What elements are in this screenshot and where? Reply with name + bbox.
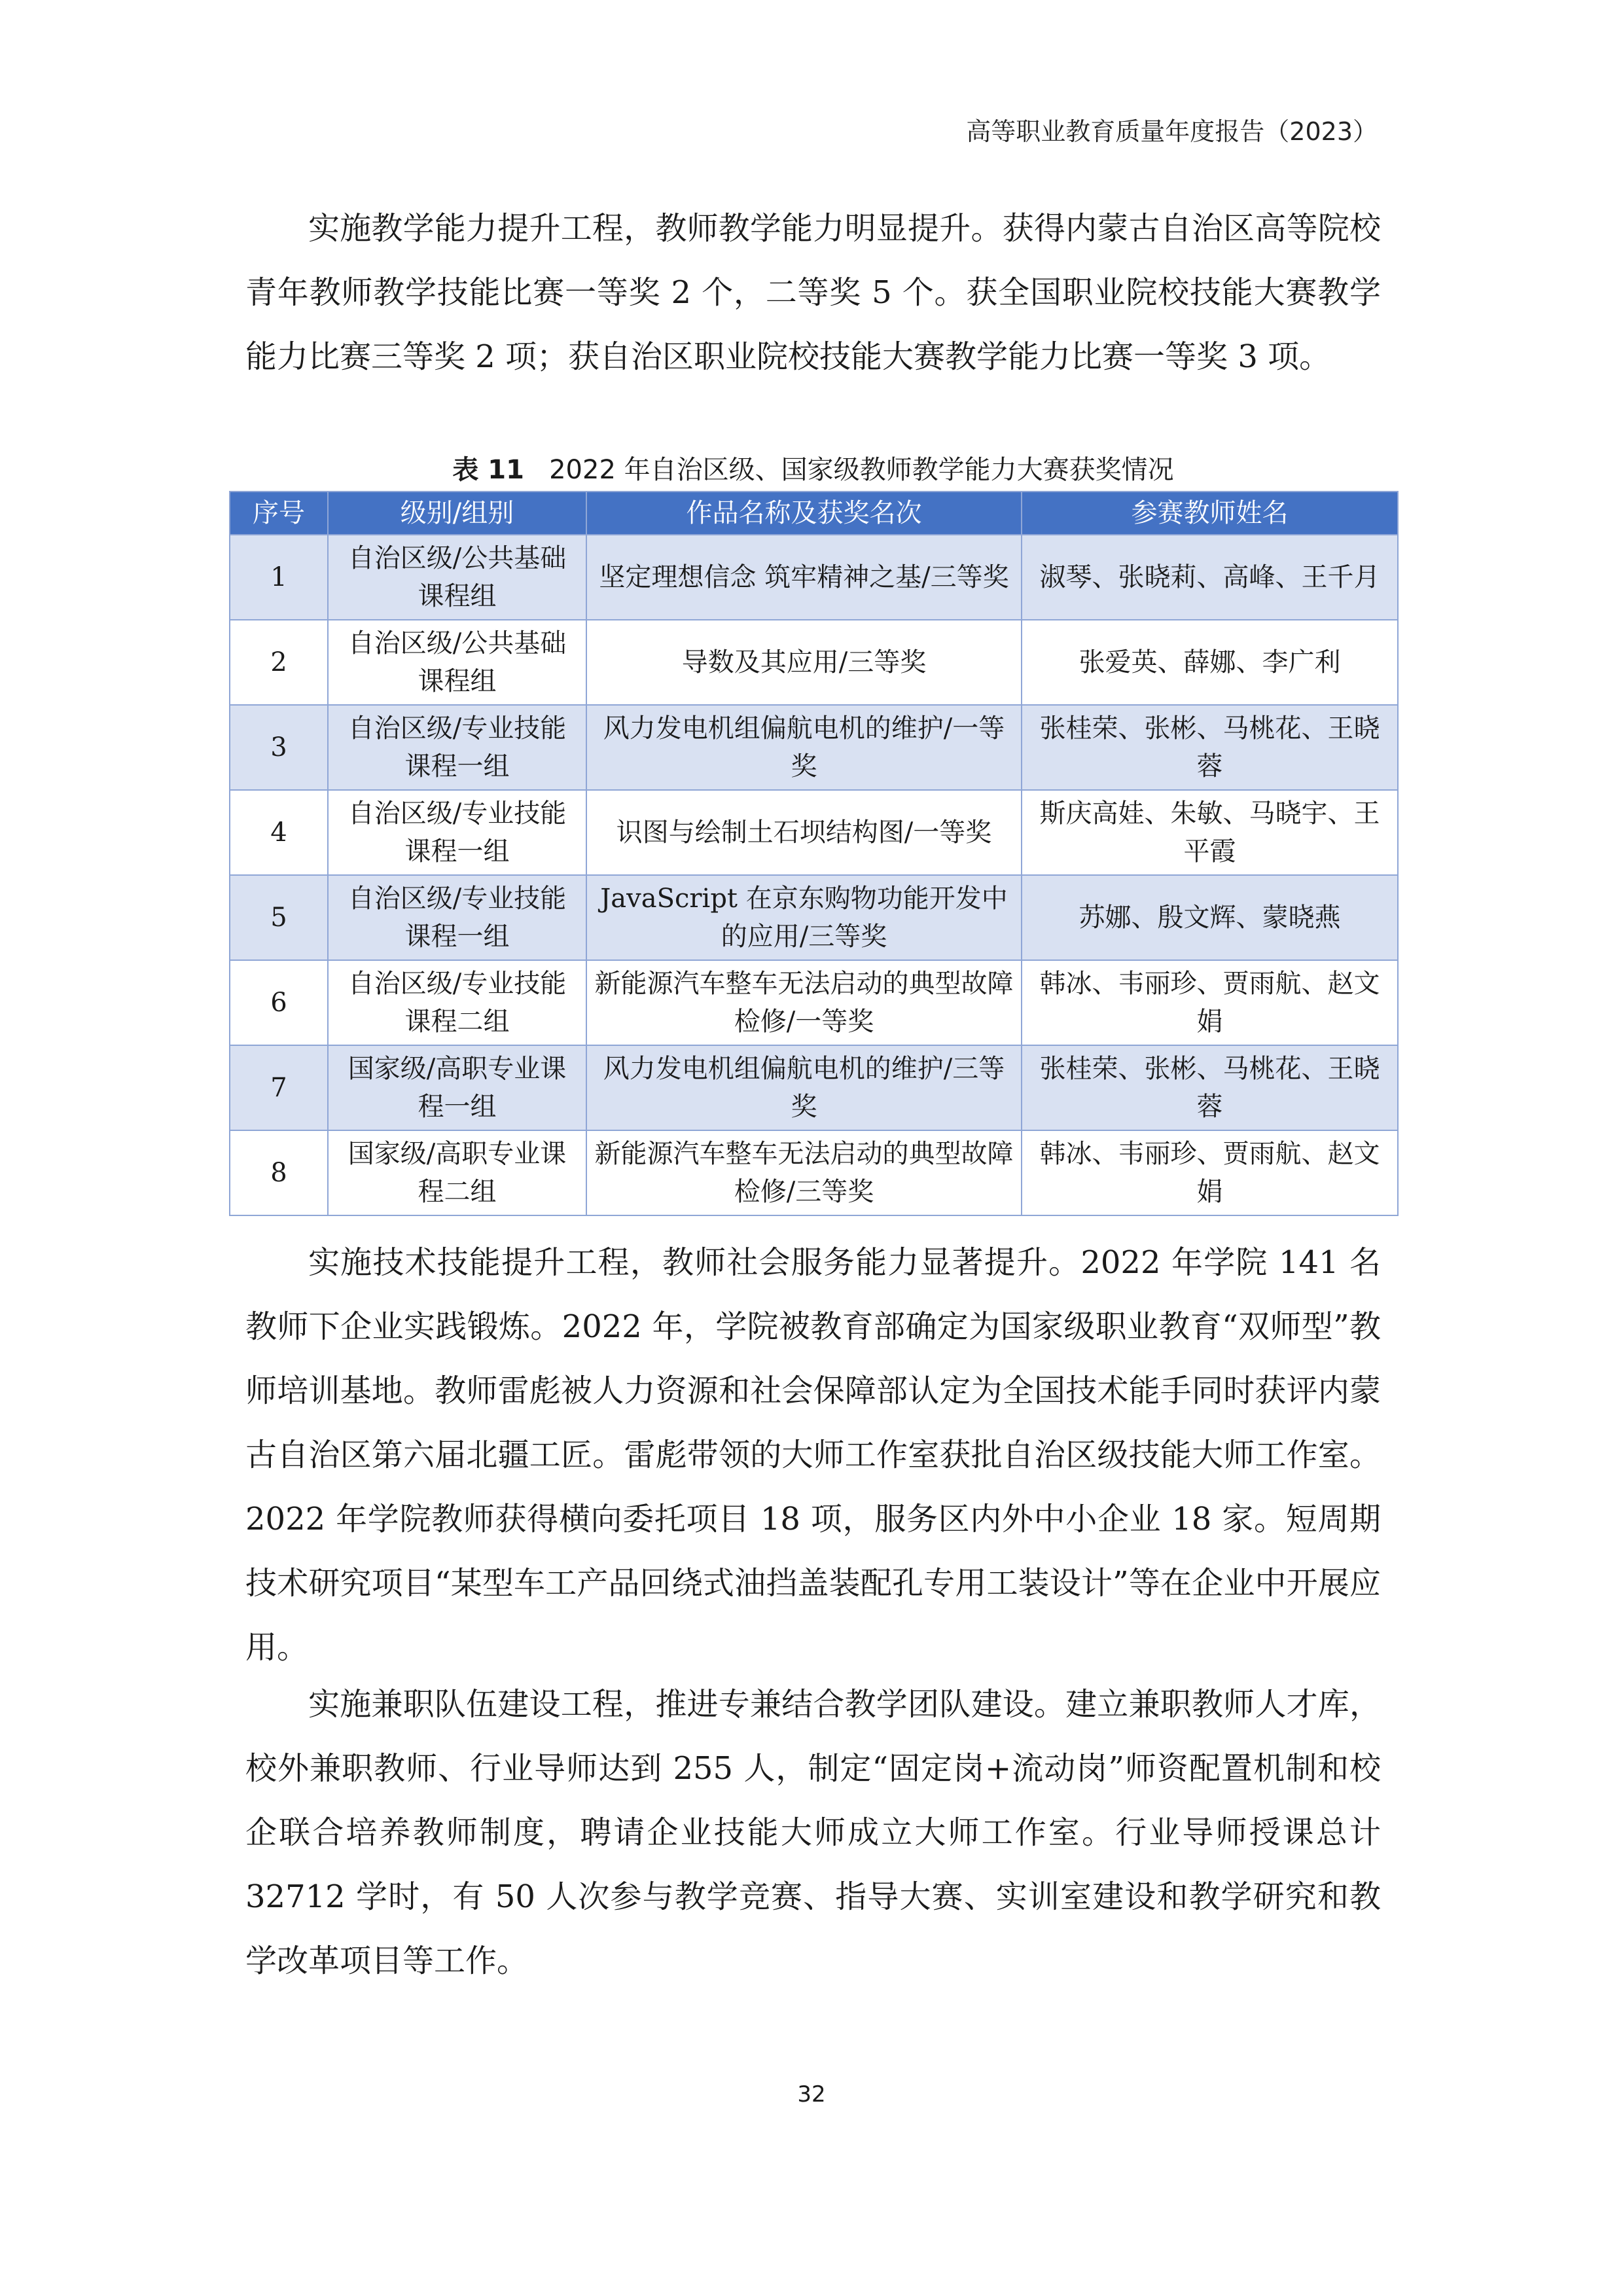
cell-work: 新能源汽车整车无法启动的典型故障检修/三等奖 [586, 1130, 1022, 1215]
table-row [230, 790, 1398, 875]
cell-level: 国家级/高职专业课程二组 [328, 1130, 586, 1215]
cell-level: 自治区级/专业技能课程一组 [328, 790, 586, 875]
paragraph-teaching-ability: 实施教学能力提升工程，教师教学能力明显提升。获得内蒙古自治区高等院校青年教师教学技能比赛一等奖 2 个，二等奖 5 个。获全国职业院校技能大赛教学能力比赛三等奖 2 项；获自治区职业院校技能大赛教学能力比赛一等奖 3 项。 [245, 210, 1381, 375]
table-caption-label: 表 11 [452, 455, 524, 485]
cell-level: 国家级/高职专业课程一组 [328, 1045, 586, 1130]
cell-teachers: 张爱英、薛娜、李广利 [1022, 620, 1398, 705]
column-header-index: 序号 [230, 492, 328, 535]
column-header-work: 作品名称及获奖名次 [586, 492, 1022, 535]
table-row [230, 620, 1398, 705]
cell-work: 坚定理想信念 筑牢精神之基/三等奖 [586, 535, 1022, 620]
table-row [230, 705, 1398, 790]
table-row [230, 960, 1398, 1045]
cell-index: 2 [230, 620, 328, 705]
cell-teachers: 韩冰、韦丽珍、贾雨航、赵文娟 [1022, 1130, 1398, 1215]
cell-teachers: 斯庆高娃、朱敏、马晓宇、王平霞 [1022, 790, 1398, 875]
cell-work: JavaScript 在京东购物功能开发中的应用/三等奖 [586, 875, 1022, 960]
page-number: 32 [797, 2081, 826, 2108]
table-caption [229, 452, 1397, 488]
cell-level: 自治区级/公共基础课程组 [328, 620, 586, 705]
column-header-teachers: 参赛教师姓名 [1022, 492, 1398, 535]
cell-index: 3 [230, 705, 328, 790]
cell-teachers: 韩冰、韦丽珍、贾雨航、赵文娟 [1022, 960, 1398, 1045]
awards-table [229, 491, 1399, 1216]
cell-level: 自治区级/公共基础课程组 [328, 535, 586, 620]
table-row [230, 1130, 1398, 1215]
page-header: 高等职业教育质量年度报告（2023） [966, 117, 1378, 146]
cell-work: 风力发电机组偏航电机的维护/三等奖 [586, 1045, 1022, 1130]
column-header-level: 级别/组别 [328, 492, 586, 535]
table-row [230, 535, 1398, 620]
cell-teachers: 淑琴、张晓莉、高峰、王千月 [1022, 535, 1398, 620]
cell-teachers: 苏娜、殷文辉、蒙晓燕 [1022, 875, 1398, 960]
cell-level: 自治区级/专业技能课程二组 [328, 960, 586, 1045]
cell-work: 风力发电机组偏航电机的维护/一等奖 [586, 705, 1022, 790]
table-row [230, 875, 1398, 960]
cell-index: 1 [230, 535, 328, 620]
cell-index: 4 [230, 790, 328, 875]
paragraph-technical-skills: 实施技术技能提升工程，教师社会服务能力显著提升。2022 年学院 141 名教师下企业实践锻炼。2022 年，学院被教育部确定为国家级职业教育“双师型”教师培训基地。教师雷彪被人力资源和社会保障部认定为全国技术能手同时获评内蒙古自治区第六届北疆工匠。雷彪带领的大师工作室获批自治区级技能大师工作室。2022 年学院教师获得横向委托项目 18 项，服务区内外中小企业 18 家。短周期技术研究项目“某型车工产品回绕式油挡盖装配孔专用工装设计”等在企业中开展应用。 [245, 1244, 1381, 1666]
cell-index: 6 [230, 960, 328, 1045]
cell-work: 识图与绘制土石坝结构图/一等奖 [586, 790, 1022, 875]
cell-teachers: 张桂荣、张彬、马桃花、王晓蓉 [1022, 705, 1398, 790]
cell-index: 7 [230, 1045, 328, 1130]
cell-level: 自治区级/专业技能课程一组 [328, 705, 586, 790]
cell-teachers: 张桂荣、张彬、马桃花、王晓蓉 [1022, 1045, 1398, 1130]
paragraph-part-time-team: 实施兼职队伍建设工程，推进专兼结合教学团队建设。建立兼职教师人才库，校外兼职教师、行业导师达到 255 人，制定“固定岗+流动岗”师资配置机制和校企联合培养教师制度，聘请企业技能大师成立大师工作室。行业导师授课总计 32712 学时，有 50 人次参与教学竞赛、指导大赛、实训室建设和教学研究和教学改革项目等工作。 [245, 1686, 1381, 1979]
table-header-row [230, 492, 1398, 535]
cell-index: 8 [230, 1130, 328, 1215]
cell-work: 导数及其应用/三等奖 [586, 620, 1022, 705]
table-row [230, 1045, 1398, 1130]
table-caption-text: 2022 年自治区级、国家级教师教学能力大赛获奖情况 [549, 455, 1174, 485]
cell-work: 新能源汽车整车无法启动的典型故障检修/一等奖 [586, 960, 1022, 1045]
cell-index: 5 [230, 875, 328, 960]
cell-level: 自治区级/专业技能课程一组 [328, 875, 586, 960]
